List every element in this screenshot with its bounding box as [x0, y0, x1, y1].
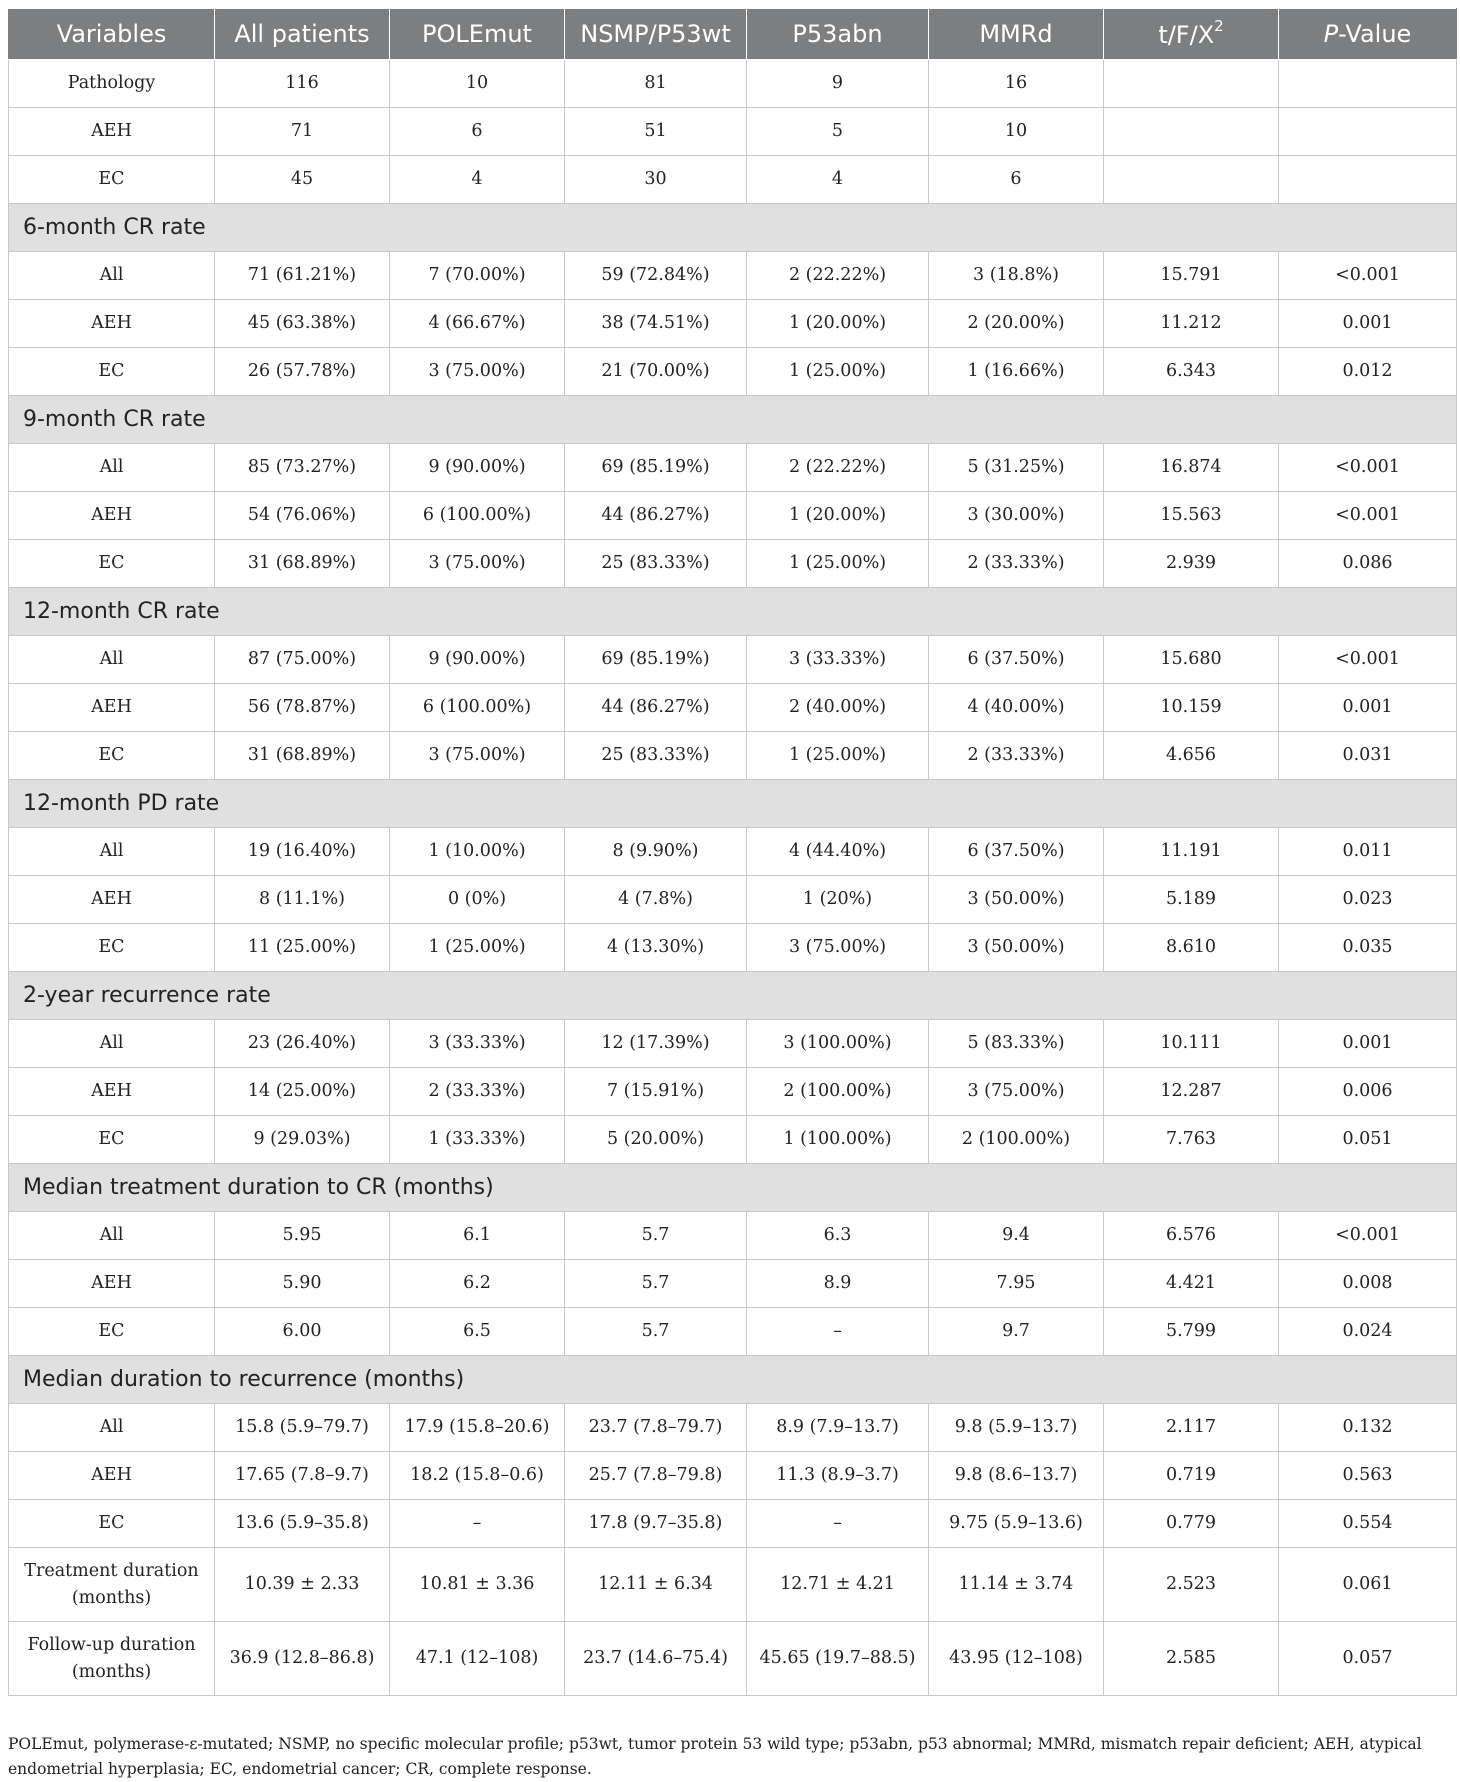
table-cell: 45 (63.38%) — [215, 300, 390, 348]
table-cell: 10.111 — [1104, 1020, 1279, 1068]
table-cell: 0.035 — [1279, 924, 1457, 972]
table-cell: 25 (83.33%) — [565, 732, 747, 780]
table-cell: 7.95 — [929, 1260, 1104, 1308]
table-cell: 2 (100.00%) — [747, 1068, 929, 1116]
header-p-rest: -Value — [1338, 20, 1412, 48]
table-cell: 11.14 ± 3.74 — [929, 1548, 1104, 1622]
table-cell: 4 (13.30%) — [565, 924, 747, 972]
table-cell: 6.1 — [390, 1212, 565, 1260]
table-cell: 6.2 — [390, 1260, 565, 1308]
table-cell: 0.001 — [1279, 300, 1457, 348]
table-cell: 81 — [565, 60, 747, 108]
table-cell — [1279, 156, 1457, 204]
row-label: Follow-up duration (months) — [9, 1622, 215, 1696]
row-label: EC — [9, 156, 215, 204]
table-cell: 16.874 — [1104, 444, 1279, 492]
table-cell: 59 (72.84%) — [565, 252, 747, 300]
row-label: Pathology — [9, 60, 215, 108]
table-row — [9, 1020, 1457, 1068]
table-cell: 0.006 — [1279, 1068, 1457, 1116]
table-cell: 21 (70.00%) — [565, 348, 747, 396]
table-cell: 0.001 — [1279, 1020, 1457, 1068]
table-cell: 0.024 — [1279, 1308, 1457, 1356]
table-cell: 6 — [929, 156, 1104, 204]
table-cell: 0.086 — [1279, 540, 1457, 588]
section-label: 9-month CR rate — [9, 396, 1457, 444]
table-cell: 1 (20.00%) — [747, 492, 929, 540]
row-label: All — [9, 252, 215, 300]
table-cell: 3 (33.33%) — [747, 636, 929, 684]
table-cell: 1 (33.33%) — [390, 1116, 565, 1164]
table-cell: 17.8 (9.7–35.8) — [565, 1500, 747, 1548]
row-label: AEH — [9, 684, 215, 732]
table-cell: 71 — [215, 108, 390, 156]
table-cell: 4 — [747, 156, 929, 204]
table-cell: 3 (75.00%) — [390, 348, 565, 396]
table-cell: 8 (9.90%) — [565, 828, 747, 876]
table-row — [9, 732, 1457, 780]
table-cell: 2.117 — [1104, 1404, 1279, 1452]
table-cell: 5.7 — [565, 1308, 747, 1356]
table-cell: 10.159 — [1104, 684, 1279, 732]
table-cell: 5 (20.00%) — [565, 1116, 747, 1164]
table-cell: 17.9 (15.8–20.6) — [390, 1404, 565, 1452]
table-cell: 19 (16.40%) — [215, 828, 390, 876]
row-label: EC — [9, 732, 215, 780]
table-cell: 11.212 — [1104, 300, 1279, 348]
table-cell: 85 (73.27%) — [215, 444, 390, 492]
table-cell: – — [390, 1500, 565, 1548]
table-cell: 43.95 (12–108) — [929, 1622, 1104, 1696]
table-cell: <0.001 — [1279, 444, 1457, 492]
table-cell: 45.65 (19.7–88.5) — [747, 1622, 929, 1696]
table-cell: 25 (83.33%) — [565, 540, 747, 588]
table-cell: 6 (100.00%) — [390, 684, 565, 732]
table-cell: 9.8 (5.9–13.7) — [929, 1404, 1104, 1452]
table-cell: 1 (25.00%) — [747, 540, 929, 588]
table-cell: 3 (75.00%) — [390, 540, 565, 588]
table-cell: 5.799 — [1104, 1308, 1279, 1356]
table-cell: 30 — [565, 156, 747, 204]
table-cell: <0.001 — [1279, 252, 1457, 300]
table-cell: 1 (100.00%) — [747, 1116, 929, 1164]
table-cell: 0.057 — [1279, 1622, 1457, 1696]
table-cell: 0.023 — [1279, 876, 1457, 924]
table-cell: 9.75 (5.9–13.6) — [929, 1500, 1104, 1548]
table-footnote: POLEmut, polymerase-ε-mutated; NSMP, no specific molecular profile; p53wt, tumor protein 53 wild type; p53abn, p53 abnormal; MMRd, mismatch repair deficient; AEH, atypical endometrial hyperplasia; EC, endometrial cancer; CR, complete response. — [8, 1735, 1422, 1778]
table-cell: 4.421 — [1104, 1260, 1279, 1308]
table-cell: 11.191 — [1104, 828, 1279, 876]
table-cell: 0.008 — [1279, 1260, 1457, 1308]
table-cell: 2 (33.33%) — [929, 732, 1104, 780]
table-cell: 16 — [929, 60, 1104, 108]
section-label: 12-month PD rate — [9, 780, 1457, 828]
table-cell: 8.9 (7.9–13.7) — [747, 1404, 929, 1452]
table-cell: 2 (40.00%) — [747, 684, 929, 732]
table-cell: 4 — [390, 156, 565, 204]
table-cell: 5 — [747, 108, 929, 156]
section-row — [9, 1164, 1457, 1212]
table-cell: 4.656 — [1104, 732, 1279, 780]
table-cell: 3 (30.00%) — [929, 492, 1104, 540]
table-cell: 71 (61.21%) — [215, 252, 390, 300]
table-cell: 9.4 — [929, 1212, 1104, 1260]
table-cell: 5.95 — [215, 1212, 390, 1260]
table-cell: 3 (100.00%) — [747, 1020, 929, 1068]
header-row — [9, 9, 1457, 60]
table-cell: 10.81 ± 3.36 — [390, 1548, 565, 1622]
table-row — [9, 252, 1457, 300]
table-cell: 6.5 — [390, 1308, 565, 1356]
table-cell: 9 (90.00%) — [390, 444, 565, 492]
table-cell: 5.90 — [215, 1260, 390, 1308]
table-row — [9, 348, 1457, 396]
row-label: All — [9, 1212, 215, 1260]
table-cell: 5.7 — [565, 1260, 747, 1308]
table-cell: 38 (74.51%) — [565, 300, 747, 348]
table-cell: 18.2 (15.8–0.6) — [390, 1452, 565, 1500]
table-row — [9, 1260, 1457, 1308]
table-cell: 23 (26.40%) — [215, 1020, 390, 1068]
table-cell: 6.576 — [1104, 1212, 1279, 1260]
table-cell: 6.00 — [215, 1308, 390, 1356]
table-cell: 10 — [929, 108, 1104, 156]
row-label: All — [9, 828, 215, 876]
table-cell: 9 (90.00%) — [390, 636, 565, 684]
table-cell: 15.680 — [1104, 636, 1279, 684]
table-cell: 0.563 — [1279, 1452, 1457, 1500]
table-row — [9, 1116, 1457, 1164]
table-cell: – — [747, 1308, 929, 1356]
table-cell: 6 (37.50%) — [929, 636, 1104, 684]
section-label: 2-year recurrence rate — [9, 972, 1457, 1020]
table-cell — [1104, 156, 1279, 204]
table-cell: 116 — [215, 60, 390, 108]
header-variables: Variables — [9, 9, 215, 60]
table-cell: 7 (70.00%) — [390, 252, 565, 300]
table-cell: 2.523 — [1104, 1548, 1279, 1622]
table-cell: 26 (57.78%) — [215, 348, 390, 396]
header-statistic — [1104, 9, 1279, 60]
table-cell: 5.189 — [1104, 876, 1279, 924]
table-cell: <0.001 — [1279, 1212, 1457, 1260]
section-row — [9, 780, 1457, 828]
table-cell: 0.554 — [1279, 1500, 1457, 1548]
table-cell: 9 (29.03%) — [215, 1116, 390, 1164]
table-cell: 31 (68.89%) — [215, 540, 390, 588]
table-row — [9, 828, 1457, 876]
table-cell: 23.7 (14.6–75.4) — [565, 1622, 747, 1696]
table-cell: <0.001 — [1279, 636, 1457, 684]
table-cell: <0.001 — [1279, 492, 1457, 540]
table-cell: 14 (25.00%) — [215, 1068, 390, 1116]
section-label: Median treatment duration to CR (months) — [9, 1164, 1457, 1212]
table-cell: 3 (50.00%) — [929, 876, 1104, 924]
table-cell: 11.3 (8.9–3.7) — [747, 1452, 929, 1500]
table-cell: 3 (75.00%) — [747, 924, 929, 972]
table-cell: 69 (85.19%) — [565, 444, 747, 492]
table-cell: 0.011 — [1279, 828, 1457, 876]
header-p53abn: P53abn — [747, 9, 929, 60]
table-cell: 45 — [215, 156, 390, 204]
table-cell: 47.1 (12–108) — [390, 1622, 565, 1696]
table-cell: 12.11 ± 6.34 — [565, 1548, 747, 1622]
header-polemut: POLEmut — [390, 9, 565, 60]
row-label: AEH — [9, 876, 215, 924]
table-cell: 4 (7.8%) — [565, 876, 747, 924]
row-label: EC — [9, 540, 215, 588]
table-cell: 23.7 (7.8–79.7) — [565, 1404, 747, 1452]
table-cell: 6 (100.00%) — [390, 492, 565, 540]
table-cell: 36.9 (12.8–86.8) — [215, 1622, 390, 1696]
table-row — [9, 1404, 1457, 1452]
table-cell: 0.051 — [1279, 1116, 1457, 1164]
table-row — [9, 684, 1457, 732]
row-label: All — [9, 444, 215, 492]
results-table — [8, 8, 1457, 1696]
table-cell: 0.719 — [1104, 1452, 1279, 1500]
table-row — [9, 1452, 1457, 1500]
table-cell — [1279, 108, 1457, 156]
table-cell: 3 (18.8%) — [929, 252, 1104, 300]
table-row — [9, 300, 1457, 348]
table-cell: 2 (100.00%) — [929, 1116, 1104, 1164]
section-row — [9, 396, 1457, 444]
row-label: EC — [9, 1116, 215, 1164]
table-row — [9, 1068, 1457, 1116]
header-nsmp: NSMP/P53wt — [565, 9, 747, 60]
table-cell: 25.7 (7.8–79.8) — [565, 1452, 747, 1500]
table-row — [9, 492, 1457, 540]
table-cell: 17.65 (7.8–9.7) — [215, 1452, 390, 1500]
header-p-value — [1279, 9, 1457, 60]
table-cell: 0 (0%) — [390, 876, 565, 924]
table-cell: 6.343 — [1104, 348, 1279, 396]
table-cell: 6 — [390, 108, 565, 156]
table-cell — [1104, 60, 1279, 108]
table-cell: 4 (66.67%) — [390, 300, 565, 348]
table-cell: 1 (10.00%) — [390, 828, 565, 876]
table-row — [9, 1308, 1457, 1356]
table-cell: 8.9 — [747, 1260, 929, 1308]
table-row — [9, 1548, 1457, 1622]
table-row — [9, 1500, 1457, 1548]
table-cell: 12.287 — [1104, 1068, 1279, 1116]
table-cell: 4 (40.00%) — [929, 684, 1104, 732]
table-row — [9, 540, 1457, 588]
row-label: EC — [9, 924, 215, 972]
table-cell: 31 (68.89%) — [215, 732, 390, 780]
row-label: All — [9, 1404, 215, 1452]
section-row — [9, 972, 1457, 1020]
table-row — [9, 1622, 1457, 1696]
header-mmrd: MMRd — [929, 9, 1104, 60]
row-label: AEH — [9, 108, 215, 156]
table-cell: 12 (17.39%) — [565, 1020, 747, 1068]
results-table-container — [8, 8, 1456, 1696]
table-row — [9, 636, 1457, 684]
table-cell: 1 (20.00%) — [747, 300, 929, 348]
row-label: All — [9, 1020, 215, 1068]
table-cell: 51 — [565, 108, 747, 156]
table-cell: 2.585 — [1104, 1622, 1279, 1696]
table-cell: 3 (75.00%) — [929, 1068, 1104, 1116]
table-cell: 5 (31.25%) — [929, 444, 1104, 492]
table-cell: 2 (33.33%) — [390, 1068, 565, 1116]
table-cell: 15.563 — [1104, 492, 1279, 540]
table-cell: 0.012 — [1279, 348, 1457, 396]
table-cell: 6 (37.50%) — [929, 828, 1104, 876]
table-cell: 2.939 — [1104, 540, 1279, 588]
table-cell: 9 — [747, 60, 929, 108]
table-cell — [1104, 108, 1279, 156]
table-cell: 0.132 — [1279, 1404, 1457, 1452]
table-cell: 0.779 — [1104, 1500, 1279, 1548]
row-label: EC — [9, 348, 215, 396]
table-row — [9, 1212, 1457, 1260]
section-label: 12-month CR rate — [9, 588, 1457, 636]
row-label: AEH — [9, 492, 215, 540]
table-row — [9, 60, 1457, 108]
table-cell: 4 (44.40%) — [747, 828, 929, 876]
row-label: AEH — [9, 1452, 215, 1500]
table-header — [9, 9, 1457, 60]
row-label: AEH — [9, 1260, 215, 1308]
table-cell: 7.763 — [1104, 1116, 1279, 1164]
table-cell: 1 (16.66%) — [929, 348, 1104, 396]
table-cell: 15.8 (5.9–79.7) — [215, 1404, 390, 1452]
section-row — [9, 1356, 1457, 1404]
header-all-patients: All patients — [215, 9, 390, 60]
table-cell: 1 (25.00%) — [747, 732, 929, 780]
row-label: EC — [9, 1308, 215, 1356]
section-row — [9, 588, 1457, 636]
table-cell: 3 (33.33%) — [390, 1020, 565, 1068]
table-cell: 5.7 — [565, 1212, 747, 1260]
table-cell — [1279, 60, 1457, 108]
table-cell: 56 (78.87%) — [215, 684, 390, 732]
table-cell: 13.6 (5.9–35.8) — [215, 1500, 390, 1548]
table-cell: 0.061 — [1279, 1548, 1457, 1622]
table-cell: 69 (85.19%) — [565, 636, 747, 684]
table-cell: 2 (20.00%) — [929, 300, 1104, 348]
section-label: 6-month CR rate — [9, 204, 1457, 252]
table-cell: 2 (22.22%) — [747, 252, 929, 300]
table-cell: 1 (20%) — [747, 876, 929, 924]
header-statistic-base: t/F/X — [1158, 20, 1215, 49]
table-cell: 1 (25.00%) — [390, 924, 565, 972]
table-cell: 8 (11.1%) — [215, 876, 390, 924]
table-cell: 10.39 ± 2.33 — [215, 1548, 390, 1622]
table-row — [9, 156, 1457, 204]
table-cell: 44 (86.27%) — [565, 492, 747, 540]
table-cell: 44 (86.27%) — [565, 684, 747, 732]
row-label: All — [9, 636, 215, 684]
section-row — [9, 204, 1457, 252]
table-row — [9, 876, 1457, 924]
table-cell: 3 (50.00%) — [929, 924, 1104, 972]
header-statistic-sup: 2 — [1214, 16, 1224, 35]
table-row — [9, 924, 1457, 972]
table-cell: 10 — [390, 60, 565, 108]
table-cell: 15.791 — [1104, 252, 1279, 300]
section-label: Median duration to recurrence (months) — [9, 1356, 1457, 1404]
table-cell: 2 (22.22%) — [747, 444, 929, 492]
table-cell: 9.8 (8.6–13.7) — [929, 1452, 1104, 1500]
table-cell: 2 (33.33%) — [929, 540, 1104, 588]
table-row — [9, 444, 1457, 492]
table-row — [9, 108, 1457, 156]
table-cell: 8.610 — [1104, 924, 1279, 972]
row-label: AEH — [9, 300, 215, 348]
table-body — [9, 60, 1457, 1696]
row-label: AEH — [9, 1068, 215, 1116]
table-cell: 1 (25.00%) — [747, 348, 929, 396]
table-cell: 12.71 ± 4.21 — [747, 1548, 929, 1622]
table-cell: 0.001 — [1279, 684, 1457, 732]
table-cell: 9.7 — [929, 1308, 1104, 1356]
table-cell: 5 (83.33%) — [929, 1020, 1104, 1068]
row-label: EC — [9, 1500, 215, 1548]
row-label: Treatment duration (months) — [9, 1548, 215, 1622]
table-cell: – — [747, 1500, 929, 1548]
header-p-italic: P — [1323, 20, 1339, 48]
table-cell: 6.3 — [747, 1212, 929, 1260]
table-cell: 0.031 — [1279, 732, 1457, 780]
table-cell: 54 (76.06%) — [215, 492, 390, 540]
table-cell: 3 (75.00%) — [390, 732, 565, 780]
table-cell: 7 (15.91%) — [565, 1068, 747, 1116]
table-cell: 11 (25.00%) — [215, 924, 390, 972]
table-cell: 87 (75.00%) — [215, 636, 390, 684]
